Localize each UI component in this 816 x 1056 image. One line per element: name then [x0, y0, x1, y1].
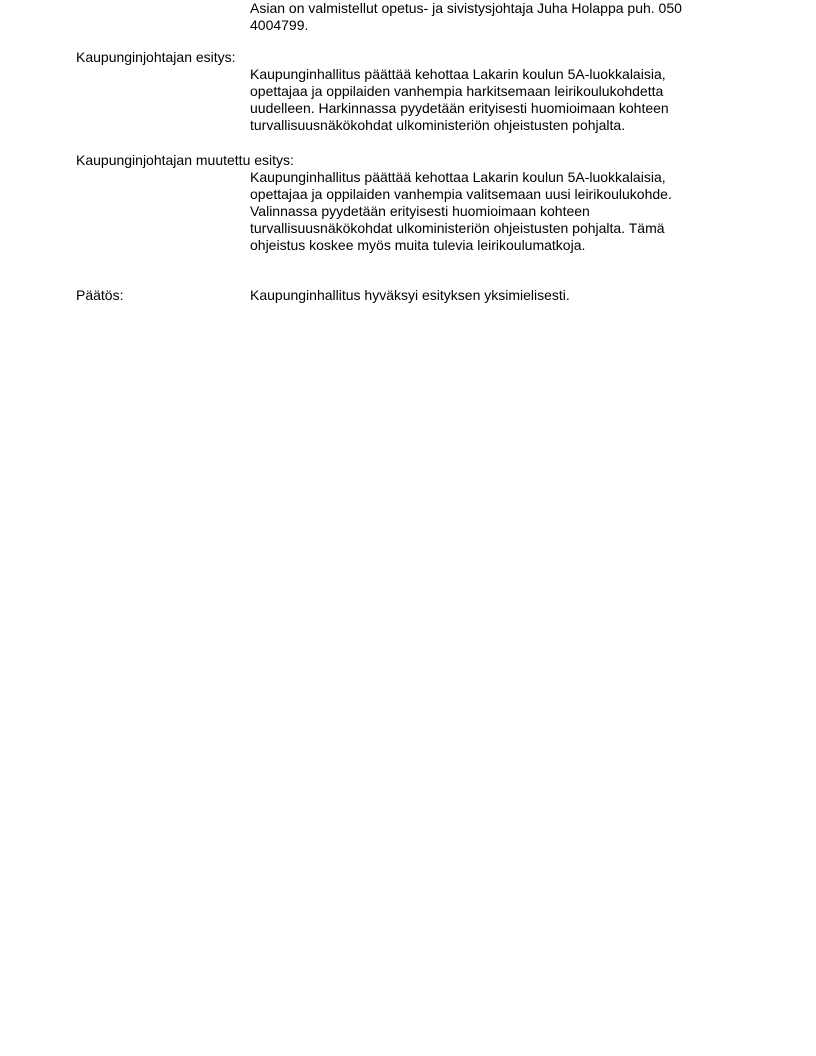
mayor-amended-proposal-text	[250, 169, 710, 254]
amended-proposal-line: Valinnassa pyydetään erityisesti huomioimaan kohteen	[250, 203, 590, 219]
proposal-line: turvallisuusnäkökohdat ulkoministeriön ohjeistusten pohjalta.	[250, 117, 626, 133]
proposal-line: opettajaa ja oppilaiden vanhempia harkitsemaan leirikoulukohdetta	[250, 83, 664, 99]
proposal-line: uudelleen. Harkinnassa pyydetään erityisesti huomioimaan kohteen	[250, 100, 669, 116]
preparer-text	[250, 0, 710, 34]
preparer-line: Asian on valmistellut opetus- ja sivistysjohtaja Juha Holappa puh. 050	[250, 0, 682, 16]
preparer-line: 4004799.	[250, 17, 309, 33]
amended-proposal-line: opettajaa ja oppilaiden vanhempia valitsemaan uusi leirikoulukohde.	[250, 186, 672, 202]
mayor-proposal-text	[250, 66, 710, 134]
decision-text	[250, 287, 710, 304]
amended-proposal-line: Kaupunginhallitus päättää kehottaa Lakarin koulun 5A-luokkalaisia,	[250, 169, 666, 185]
decision-line: Kaupunginhallitus hyväksyi esityksen yksimielisesti.	[250, 287, 570, 303]
mayor-amended-proposal-label: Kaupunginjohtajan muutettu esitys:	[76, 152, 294, 168]
amended-proposal-line: ohjeistus koskee myös muita tulevia leirikoulumatkoja.	[250, 237, 586, 253]
amended-proposal-line: turvallisuusnäkökohdat ulkoministeriön ohjeistusten pohjalta. Tämä	[250, 220, 665, 236]
decision-label: Päätös:	[76, 287, 124, 303]
proposal-line: Kaupunginhallitus päättää kehottaa Lakarin koulun 5A-luokkalaisia,	[250, 66, 666, 82]
mayor-proposal-label: Kaupunginjohtajan esitys:	[76, 49, 236, 65]
